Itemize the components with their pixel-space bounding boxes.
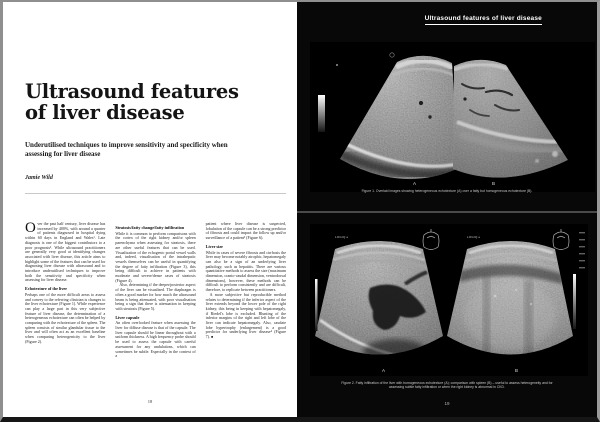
page-number-right: 19 — [444, 401, 450, 406]
body-paragraph: Over the past half century, liver disease has increased by 400%, with around a quarter of patients diagnosed in hospital dying within 60 days in England and Wales¹. Late diagnosis is one of the biggest contributors to a poor prognosis². While ultrasound practitioners are generally very good at identifying changes associated with liver disease, this article aims to highlight some of the features that can be used for diagnosing liver disease with ultrasound and to introduce underutilised techniques to improve both the sensitivity and specificity when assessing for liver disease. — [25, 220, 106, 283]
body-paragraph: patient where liver disease is suspected, lobulation of the capsule can be a strong predictor of fibrosis and could impact the follow up and/or surveillance of a patient³ (Figure 6). — [205, 221, 286, 241]
two-page-spread — [3, 2, 597, 417]
body-column-2 — [115, 222, 195, 359]
body-column-3 — [206, 222, 286, 359]
article-author: Jamie Wild — [25, 175, 53, 181]
depth-marker — [336, 64, 338, 66]
body-paragraph: While in cases of severe fibrosis and cirrhosis the liver may become notably atrophic, hepatomegaly can also be a sign of an underlying liver pathology, such as hepatitis. There are various quantitative methods to assess the size (maximum dimension, cranio-caudal dimension, ventrodorsal dimensions), however, these methods can be difficult to perform consistently and are difficult, therefore, to replicate between practitioners. — [205, 249, 286, 293]
figure2-label-a: A — [382, 368, 386, 373]
header-divider-rule — [25, 193, 286, 194]
figure1-label-b: B — [492, 181, 496, 186]
section-heading: Echotexture of the liver — [25, 286, 68, 292]
article-subtitle: Underutilised techniques to improve sensitivity and specificity when assessing for liver disease — [25, 141, 228, 158]
body-paragraph: A more subjective but reproducible method relates to determining if the inferior aspect of the liver extends beyond the lower pole of the right kidney, this being in keeping with hepatomegaly, if Riedel's lobe is excluded. Blunting of the inferior margins of the right and left lobe of the liver can indicate hepatomegaly. Also, caudate lobe hypertrophy (enlargement) is a good predictor for underlying liver disease⁴ (Figure 7).■ — [205, 291, 286, 340]
figure1-ultrasound-image — [310, 42, 595, 192]
figure2-ultrasound-image — [310, 224, 588, 376]
figure2-label-b: B — [515, 368, 519, 373]
end-of-article-marker: ■ — [211, 335, 214, 340]
page-number-left: 18 — [147, 399, 153, 404]
figure1-label-a: A — [413, 181, 417, 186]
article-title-line2: of liver disease — [25, 100, 185, 124]
section-heading: Liver size — [205, 243, 223, 249]
figure2-caption: Figure 2. Fatty infiltration of the liver with homogeneous echotexture (A); comparison with spleen (B) – useful to assess heterogeneity and for assessing subtle fatty infiltration or when the right kidney is abnormal in CKD. — [341, 381, 553, 390]
body-paragraph: Perhaps one of the more difficult areas to assess and convey to the referring clinician is changes to the liver echotexture (Figure 1). While experience can play a large part in this very subjective feature of liver disease, the determination of a heterogeneous echotexture can often be helped by comparing with the echotexture of the spleen. The spleen consists of similar glandular tissue to the liver and will often act as an excellent baseline when comparing heterogenicity to the liver (Figure 2). — [25, 291, 106, 344]
section-heading: Steatosis/fatty change/fatty infiltration — [115, 225, 185, 230]
grayscale-bar — [573, 274, 576, 329]
figures-page-right — [297, 2, 597, 417]
body-paragraph: While it is common to perform comparisons with the cortex of the right kidney and/or spleen parenchyma when assessing for steatosis, there are other useful features that can be used. Visualisation of the echogenic portal vessel walls and, indeed, visualisation of the intrahepatic vessels themselves can be useful in quantifying the degree of fatty infiltration (Figure 3), this being difficult to achieve in patients with moderate and severe/dense cases of steatosis (Figure 4). — [115, 230, 196, 283]
machine-label-right: LOGIQ e — [467, 235, 481, 239]
article-title-line1: Ultrasound features — [25, 80, 239, 103]
figure1-caption: Figure 1. Overlaid images showing heterogeneous echotexture (A) over a fatty but homogeneous echotexture (B). — [361, 189, 533, 193]
running-header: Ultrasound features of liver disease — [425, 15, 542, 25]
article-title — [25, 82, 286, 123]
body-paragraph: Also, determining if the deeper/posterior aspect of the liver can be visualised. The diaphragm is often a good marker for how much the ultrasound beam is being attenuated, with poor visualisation being a sign that there is attenuation in keeping with steatosis (Figure 5). — [115, 282, 196, 311]
machine-label-left: LOGIQ e — [335, 235, 349, 239]
article-page-left — [3, 2, 297, 417]
figure-divider-rule — [297, 211, 597, 213]
drop-cap: O — [25, 220, 36, 236]
section-heading: Liver capsule — [115, 314, 140, 320]
body-column-1 — [25, 222, 105, 359]
grayscale-bar — [315, 279, 318, 331]
body-paragraph: An often overlooked feature when assessing the liver for diffuse disease is that of the capsule. The liver capsule should be linear throughout with a uniform thickness. A high frequency probe should be used to assess the capsule with careful assessment for any undulations, which can sometimes be subtle. Especially in the context of a — [115, 320, 196, 359]
grayscale-bar — [318, 95, 325, 132]
body-text-columns — [25, 222, 286, 359]
